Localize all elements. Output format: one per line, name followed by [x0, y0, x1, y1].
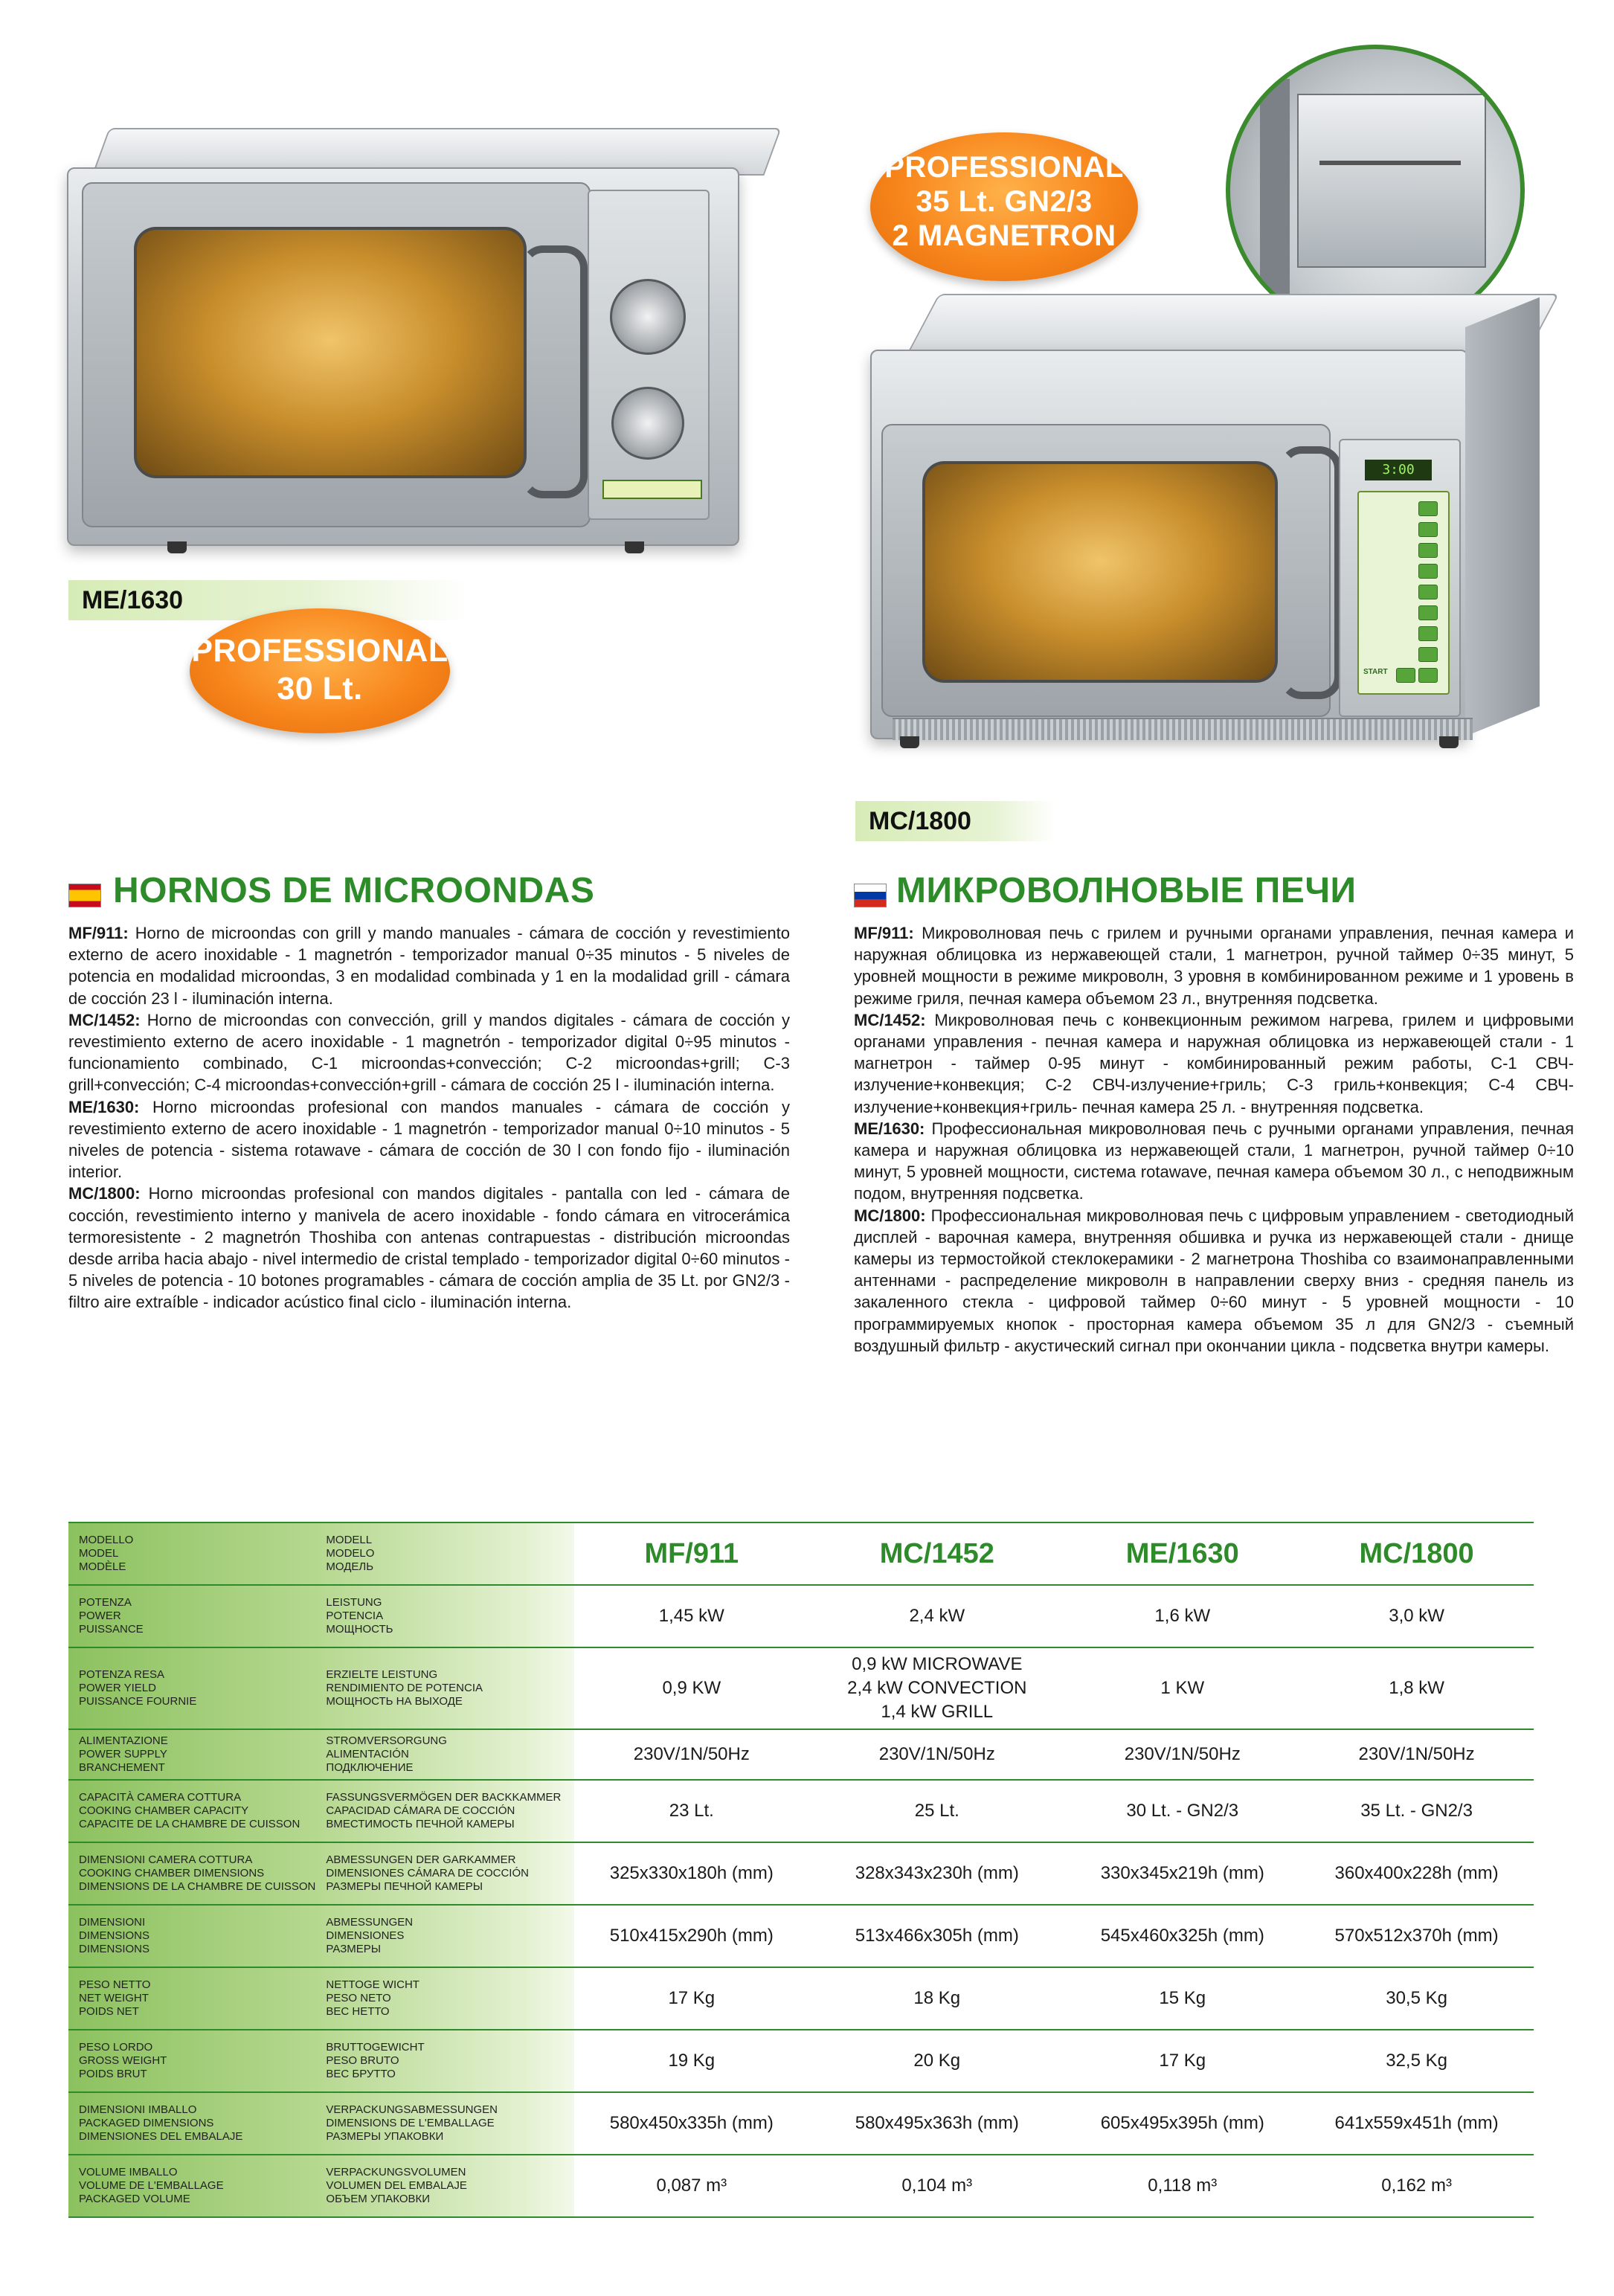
table-cell: 1,6 kW: [1065, 1585, 1299, 1647]
header-label-b: MODELL MODELO МОДЕЛЬ: [315, 1522, 574, 1585]
row-label-a: ALIMENTAZIONE POWER SUPPLY BRANCHEMENT: [68, 1729, 315, 1780]
spanish-description: [68, 922, 790, 1313]
row-label-b: STROMVERSORGUNG ALIMENTACIÓN ПОДКЛЮЧЕНИЕ: [315, 1729, 574, 1780]
table-cell: 0,162 m³: [1299, 2155, 1534, 2217]
table-cell: 1,45 kW: [574, 1585, 808, 1647]
spanish-paragraph-mf911: MF/911: Horno de microondas con grill y mando manuales - cámara de cocción y revestimiento externo de acero inoxidable - 1 magnetrón - temporizador manual 0÷35 minutos - 5 niveles de potencia en modalidad microondas, 3 en modalidad combinada y 1 en la modalidad grill - cámara de cocción 23 l - iluminación interna.: [68, 924, 790, 1008]
table-cell: 25 Lt.: [808, 1780, 1065, 1842]
table-cell: 2,4 kW: [808, 1585, 1065, 1647]
russian-paragraph-mc1452: MC/1452: Микроволновая печь с конвекционным режимом нагрева, грилем и цифровыми органами управления - печная камера и наружная облицовка из нержавеющей стали - 1 магнетрон - таймер 0-95 минут - комбинированный режим работы, С-1 СВЧ-излучение+конвекция; С-2 СВЧ-излучение+гриль; С-3 гриль+конвекция; С-4 СВЧ-излучение+конвекция+гриль- печная камера 25 л. - внутренняя подсветка.: [854, 1010, 1574, 1116]
table-cell: 32,5 Kg: [1299, 2030, 1534, 2092]
table-cell: 0,118 m³: [1065, 2155, 1299, 2217]
table-cell: 510x415x290h (mm): [574, 1905, 808, 1967]
table-cell: 30 Lt. - GN2/3: [1065, 1780, 1299, 1842]
table-cell: 325x330x180h (mm): [574, 1842, 808, 1905]
row-label-b: VERPACKUNGSABMESSUNGEN DIMENSIONS DE L'EMBALLAGE РАЗМЕРЫ УПАКОВКИ: [315, 2092, 574, 2155]
table-cell: 0,9 kW MICROWAVE 2,4 kW CONVECTION 1,4 kW GRILL: [808, 1647, 1065, 1729]
row-label-b: ABMESSUNGEN DIMENSIONES РАЗМЕРЫ: [315, 1905, 574, 1967]
column-header-mc1452: MC/1452: [808, 1522, 1065, 1585]
table-cell: 570x512x370h (mm): [1299, 1905, 1534, 1967]
table-cell: 545x460x325h (mm): [1065, 1905, 1299, 1967]
russian-paragraph-mf911: MF/911: Микроволновая печь с грилем и ручными органами управления, печная камера и наружная облицовка из нержавеющей стали, 1 магнетрон, ручной таймер 0÷35 минут, 5 уровней мощности в режиме микроволн, 3 уровня в комбинированном режиме и 1 уровень в режиме гриля, печная камера объемом 23 л., внутренняя подсветка.: [854, 924, 1574, 1008]
row-label-b: ERZIELTE LEISTUNG RENDIMIENTO DE POTENCIA МОЩНОСТЬ НА ВЫХОДЕ: [315, 1647, 574, 1729]
spain-flag-icon: [68, 884, 101, 907]
spanish-paragraph-mc1800: MC/1800: Horno microondas profesional con mandos digitales - pantalla con led - cámara de cocción, revestimiento interno y manivela de acero inoxidable - fondo cámara en vitrocerámica termoresistente - 2 magnetrón Thoshiba con antenas contrapuestas - distribución microondas desde arriba hacia abajo - nivel intermedio de cristal templado - temporizador digital 0÷60 minutos - 5 niveles de potencia - 10 botones programables - cámara de cocción amplia de 35 Lt. por GN2/3 - filtro aire extraíble - indicador acústico final ciclo - iluminación interna.: [68, 1184, 790, 1312]
start-label: START: [1363, 668, 1388, 676]
table-row: [68, 1967, 1534, 2030]
row-label-a: PESO LORDO GROSS WEIGHT POIDS BRUT: [68, 2030, 315, 2092]
table-cell: 513x466x305h (mm): [808, 1905, 1065, 1967]
table-cell: 580x450x335h (mm): [574, 2092, 808, 2155]
row-label-a: POTENZA RESA POWER YIELD PUISSANCE FOURNIE: [68, 1647, 315, 1729]
row-label-a: CAPACITÀ CAMERA COTTURA COOKING CHAMBER CAPACITY CAPACITE DE LA CHAMBRE DE CUISSON: [68, 1780, 315, 1842]
table-cell: 20 Kg: [808, 2030, 1065, 2092]
table-cell: 230V/1N/50Hz: [808, 1729, 1065, 1780]
russian-paragraph-mc1800: MC/1800: Профессиональная микроволновая печь с цифровым управлением - светодиодный дисплей - варочная камера, внутренняя обшивка и ручка из нержавеющей стали - днище камеры из термостойкой стеклокерамики - 2 магнетрона Thoshiba со взаимонаправленными антеннами - распределение микроволн в направлении сверху вниз - средняя панель из закаленного стекла - цифровой таймер 0÷60 минут - 5 уровней мощности - 10 программируемых кнопок - просторная камера объемом 35 л для GN2/3 - съемный воздушный фильтр - акустический сигнал при окончании цикла - подсветка внутри камеры.: [854, 1206, 1574, 1355]
table-cell: 30,5 Kg: [1299, 1967, 1534, 2030]
row-label-a: DIMENSIONI DIMENSIONS DIMENSIONS: [68, 1905, 315, 1967]
oven-interior-detail-image: [1226, 45, 1525, 336]
spanish-paragraph-mc1452: MC/1452: Horno de microondas con convección, grill y mandos digitales - cámara de cocción y revestimiento externo de acero inoxidable - 1 magnetrón - temporizador digital 0÷95 minutos - funcionamiento combinado, C-1 microondas+convección; C-2 microondas+grill; C-3 grill+convección; C-4 microondas+convección+grill - cámara de cocción 25 l - iluminación interna.: [68, 1010, 790, 1095]
model-tag-mc1800: MC/1800: [855, 801, 1055, 841]
model-tag-me1630: ME/1630: [68, 580, 469, 620]
table-cell: 360x400x228h (mm): [1299, 1842, 1534, 1905]
table-cell: 641x559x451h (mm): [1299, 2092, 1534, 2155]
table-cell: 17 Kg: [1065, 2030, 1299, 2092]
specifications-table: [68, 1522, 1534, 2218]
badge-professional-35-gn23: PROFESSIONAL 35 Lt. GN2/3 2 MAGNETRON: [870, 132, 1138, 281]
table-row: [68, 1780, 1534, 1842]
table-cell: 0,087 m³: [574, 2155, 808, 2217]
table-cell: 18 Kg: [808, 1967, 1065, 2030]
table-row: [68, 2155, 1534, 2217]
column-header-mf911: MF/911: [574, 1522, 808, 1585]
russian-section-title: МИКРОВОЛНОВЫЕ ПЕЧИ: [896, 871, 1357, 910]
table-cell: 35 Lt. - GN2/3: [1299, 1780, 1534, 1842]
table-cell: 15 Kg: [1065, 1967, 1299, 2030]
table-cell: 0,9 KW: [574, 1647, 808, 1729]
row-label-a: PESO NETTO NET WEIGHT POIDS NET: [68, 1967, 315, 2030]
table-cell: 1,8 kW: [1299, 1647, 1534, 1729]
table-row: [68, 1647, 1534, 1729]
table-row: [68, 1842, 1534, 1905]
table-cell: 3,0 kW: [1299, 1585, 1534, 1647]
spanish-section-title: HORNOS DE MICROONDAS: [113, 871, 595, 910]
header-label-a: MODELLO MODEL MODÈLE: [68, 1522, 315, 1585]
table-row: [68, 1729, 1534, 1780]
row-label-b: LEISTUNG POTENCIA МОЩНОСТЬ: [315, 1585, 574, 1647]
table-cell: 605x495x395h (mm): [1065, 2092, 1299, 2155]
row-label-b: VERPACKUNGSVOLUMEN VOLUMEN DEL EMBALAJE ОБЪЕМ УПАКОВКИ: [315, 2155, 574, 2217]
russian-description: [854, 922, 1574, 1357]
row-label-a: POTENZA POWER PUISSANCE: [68, 1585, 315, 1647]
table-cell: 330x345x219h (mm): [1065, 1842, 1299, 1905]
row-label-b: BRUTTOGEWICHT PESO BRUTO ВЕС БРУТТО: [315, 2030, 574, 2092]
row-label-a: DIMENSIONI IMBALLO PACKAGED DIMENSIONS DIMENSIONES DEL EMBALAJE: [68, 2092, 315, 2155]
table-row: [68, 1905, 1534, 1967]
table-row: [68, 2030, 1534, 2092]
table-header-row: [68, 1522, 1534, 1585]
badge-professional-30: PROFESSIONAL 30 Lt.: [190, 608, 450, 733]
table-row: [68, 1585, 1534, 1647]
table-cell: 230V/1N/50Hz: [574, 1729, 808, 1780]
table-cell: 0,104 m³: [808, 2155, 1065, 2217]
row-label-b: ABMESSUNGEN DER GARKAMMER DIMENSIONES CÁMARA DE COCCIÓN РАЗМЕРЫ ПЕЧНОЙ КАМЕРЫ: [315, 1842, 574, 1905]
table-cell: 1 KW: [1065, 1647, 1299, 1729]
table-cell: 23 Lt.: [574, 1780, 808, 1842]
table-cell: 19 Kg: [574, 2030, 808, 2092]
table-cell: 328x343x230h (mm): [808, 1842, 1065, 1905]
table-cell: 230V/1N/50Hz: [1065, 1729, 1299, 1780]
row-label-b: NETTOGE WICHT PESO NETO ВЕС НЕТТО: [315, 1967, 574, 2030]
table-cell: 230V/1N/50Hz: [1299, 1729, 1534, 1780]
table-cell: 580x495x363h (mm): [808, 2092, 1065, 2155]
russia-flag-icon: [854, 884, 887, 907]
table-row: [68, 2092, 1534, 2155]
column-header-me1630: ME/1630: [1065, 1522, 1299, 1585]
row-label-a: VOLUME IMBALLO VOLUME DE L'EMBALLAGE PACKAGED VOLUME: [68, 2155, 315, 2217]
column-header-mc1800: MC/1800: [1299, 1522, 1534, 1585]
russian-paragraph-me1630: ME/1630: Профессиональная микроволновая печь с ручными органами управления, печная камера и наружная облицовка из нержавеющей стали, 1 магнетрон, ручной таймер 0÷10 минут, 5 уровней мощности, система rotawave, печная камера объемом 30 л., с неподвижным подом, внутренняя подсветка.: [854, 1119, 1574, 1203]
led-display: 3:00: [1365, 460, 1432, 480]
spanish-paragraph-me1630: ME/1630: Horno microondas profesional con mandos manuales - cámara de cocción y revestimiento externo de acero inoxidable - 1 magnetrón - temporizador manual 0÷10 minutos - 5 niveles de potencia - sistema rotawave - cámara de cocción de 30 l con fondo fijo - iluminación interior.: [68, 1097, 790, 1182]
table-cell: 17 Kg: [574, 1967, 808, 2030]
row-label-b: FASSUNGSVERMÖGEN DER BACKKAMMER CAPACIDAD CÁMARA DE COCCIÓN ВМЕСТИМОСТЬ ПЕЧНОЙ КАМЕРЫ: [315, 1780, 574, 1842]
row-label-a: DIMENSIONI CAMERA COTTURA COOKING CHAMBER DIMENSIONS DIMENSIONS DE LA CHAMBRE DE CUISSON: [68, 1842, 315, 1905]
